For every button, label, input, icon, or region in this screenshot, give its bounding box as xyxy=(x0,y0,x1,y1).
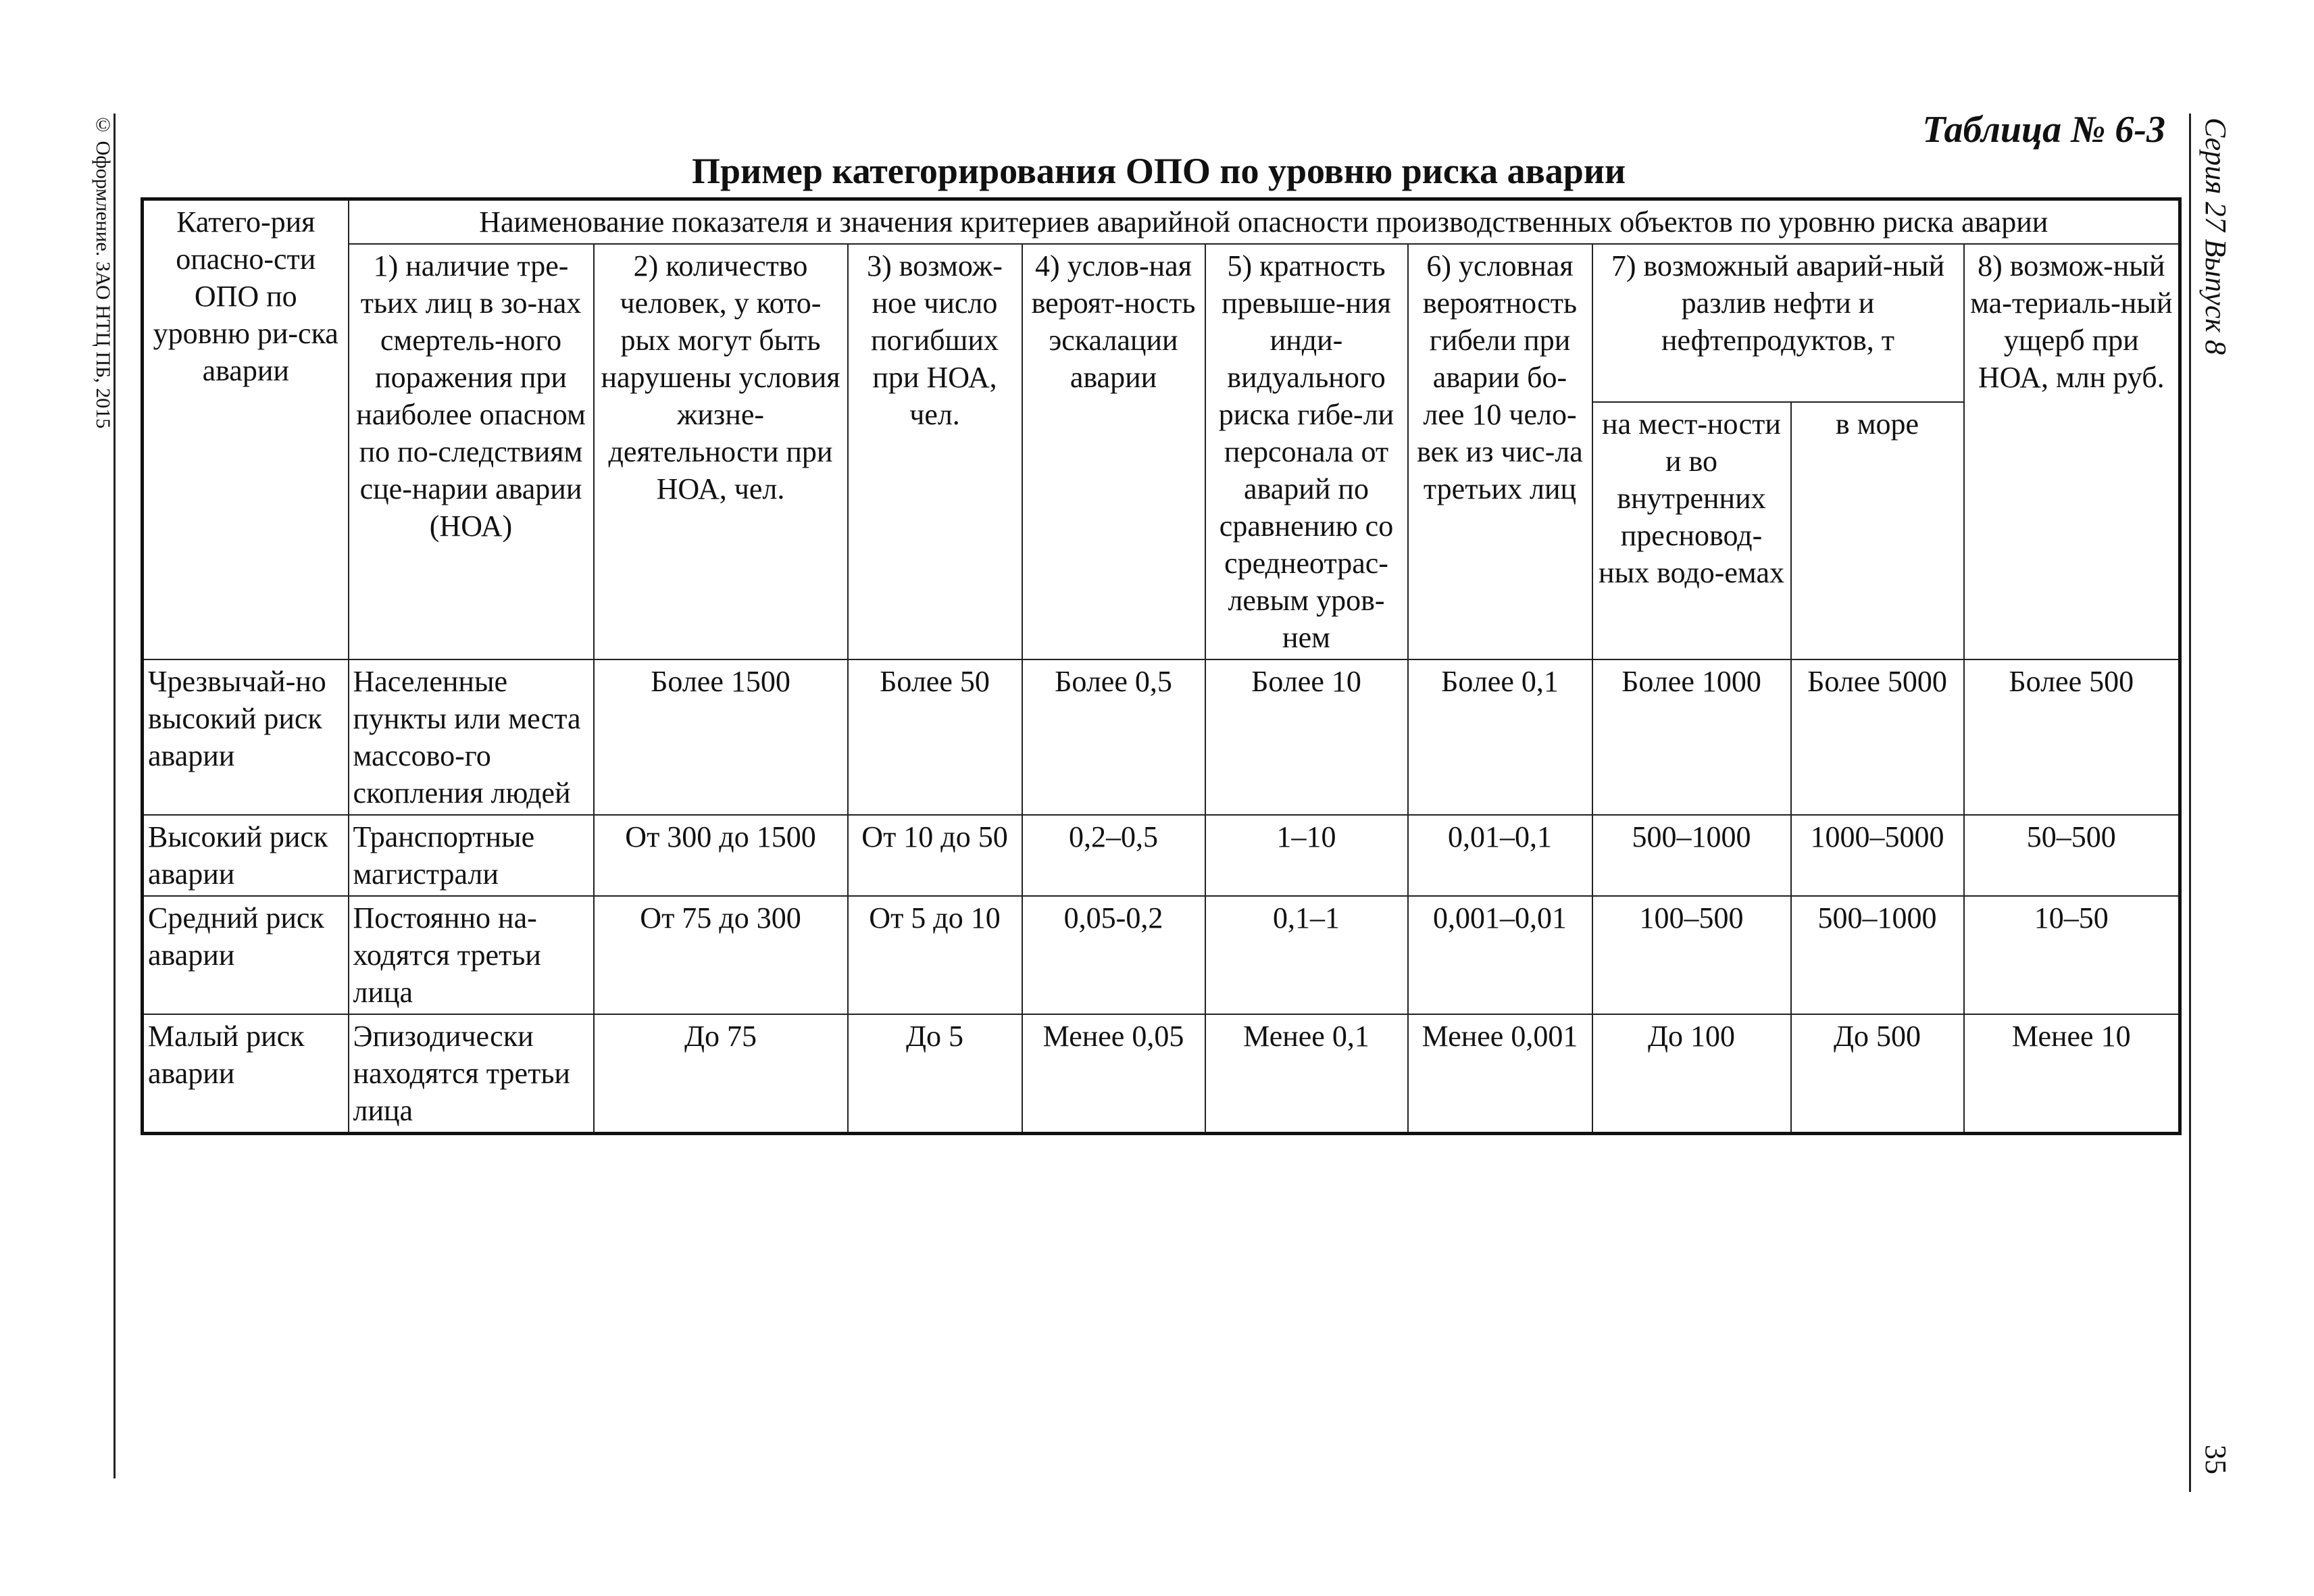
header-category: Катего-рия опасно-сти ОПО по уровню ри-ска аварии xyxy=(143,199,349,660)
cell-c5: 1–10 xyxy=(1205,815,1408,896)
page-title: Пример категорирования ОПО по уровню риска аварии xyxy=(691,151,1626,191)
cell-c7a: 100–500 xyxy=(1592,896,1791,1014)
right-margin-rule xyxy=(2189,114,2191,1492)
cell-c1: Эпизодически находятся третьи лица xyxy=(349,1014,594,1134)
header-col-3: 3) возмож-ное число погибших при НОА, чел. xyxy=(848,244,1022,659)
row-category: Средний риск аварии xyxy=(143,896,349,1014)
row-category: Высокий риск аварии xyxy=(143,815,349,896)
cell-c7b: Более 5000 xyxy=(1791,659,1964,815)
cell-c7a: 500–1000 xyxy=(1592,815,1791,896)
cell-c4: Менее 0,05 xyxy=(1022,1014,1205,1134)
cell-c4: 0,05-0,2 xyxy=(1022,896,1205,1014)
cell-c6: 0,01–0,1 xyxy=(1408,815,1592,896)
cell-c5: Менее 0,1 xyxy=(1205,1014,1408,1134)
header-col-8: 8) возмож-ный ма-териаль-ный ущерб при НОА, млн руб. xyxy=(1964,244,2180,659)
cell-c8: Менее 10 xyxy=(1964,1014,2180,1134)
cell-c1: Транспортные магистрали xyxy=(349,815,594,896)
cell-c2: Более 1500 xyxy=(594,659,848,815)
cell-c1: Населенные пункты или места массово-го скопления людей xyxy=(349,659,594,815)
cell-c8: Более 500 xyxy=(1964,659,2180,815)
table-row xyxy=(143,1014,2180,1134)
risk-table xyxy=(141,197,2182,1135)
cell-c6: Более 0,1 xyxy=(1408,659,1592,815)
header-col-1: 1) наличие тре-тьих лиц в зо-нах смертель-ного поражения при наиболее опасном по по-следствиям сце-нарии аварии (НОА) xyxy=(349,244,594,659)
table-header-row-2 xyxy=(143,244,2180,402)
row-category: Малый риск аварии xyxy=(143,1014,349,1134)
header-col-5: 5) кратность превыше-ния инди-видуального риска гибе-ли персонала от аварий по сравнению со среднеотрас-левым уров-нем xyxy=(1205,244,1408,659)
header-col-2: 2) количество человек, у кото-рых могут быть нарушены условия жизне-деятельности при НОА, чел. xyxy=(594,244,848,659)
cell-c5: Более 10 xyxy=(1205,659,1408,815)
header-col-6: 6) условная вероятность гибели при аварии бо-лее 10 чело-век из чис-ла третьих лиц xyxy=(1408,244,1592,659)
table-row xyxy=(143,896,2180,1014)
table-number: Таблица № 6-3 xyxy=(1922,109,2165,151)
cell-c7b: До 500 xyxy=(1791,1014,1964,1134)
header-group: Наименование показателя и значения критериев аварийной опасности производственных объектов по уровню риска аварии xyxy=(349,199,2180,245)
cell-c7a: До 100 xyxy=(1592,1014,1791,1134)
cell-c6: 0,001–0,01 xyxy=(1408,896,1592,1014)
table-header-row-1 xyxy=(143,199,2180,245)
right-margin xyxy=(2189,114,2236,1492)
cell-c7a: Более 1000 xyxy=(1592,659,1791,815)
cell-c3: От 10 до 50 xyxy=(848,815,1022,896)
cell-c2: От 300 до 1500 xyxy=(594,815,848,896)
cell-c6: Менее 0,001 xyxy=(1408,1014,1592,1134)
left-margin xyxy=(86,114,114,1478)
cell-c3: До 5 xyxy=(848,1014,1022,1134)
cell-c1: Постоянно на-ходятся третьи лица xyxy=(349,896,594,1014)
header-col-7b: в море xyxy=(1791,402,1964,659)
cell-c2: От 75 до 300 xyxy=(594,896,848,1014)
table-row xyxy=(143,659,2180,815)
cell-c3: От 5 до 10 xyxy=(848,896,1022,1014)
cell-c3: Более 50 xyxy=(848,659,1022,815)
cell-c2: До 75 xyxy=(594,1014,848,1134)
cell-c4: 0,2–0,5 xyxy=(1022,815,1205,896)
copyright-text: © Оформление. ЗАО НТЦ ПБ, 2015 xyxy=(92,114,114,429)
cell-c7b: 500–1000 xyxy=(1791,896,1964,1014)
cell-c4: Более 0,5 xyxy=(1022,659,1205,815)
page-number: 35 xyxy=(2199,1445,2232,1474)
cell-c8: 50–500 xyxy=(1964,815,2180,896)
header-col-4: 4) услов-ная вероят-ность эскалации аварии xyxy=(1022,244,1205,659)
cell-c7b: 1000–5000 xyxy=(1791,815,1964,896)
row-category: Чрезвычай-но высокий риск аварии xyxy=(143,659,349,815)
series-label: Серия 27 Выпуск 8 xyxy=(2199,118,2232,355)
table-row xyxy=(143,815,2180,896)
header-col-7: 7) возможный аварий-ный разлив нефти и нефтепродуктов, т xyxy=(1592,244,1964,402)
cell-c8: 10–50 xyxy=(1964,896,2180,1014)
cell-c5: 0,1–1 xyxy=(1205,896,1408,1014)
header-col-7a: на мест-ности и во внутренних пресновод-ных водо-емах xyxy=(1592,402,1791,659)
